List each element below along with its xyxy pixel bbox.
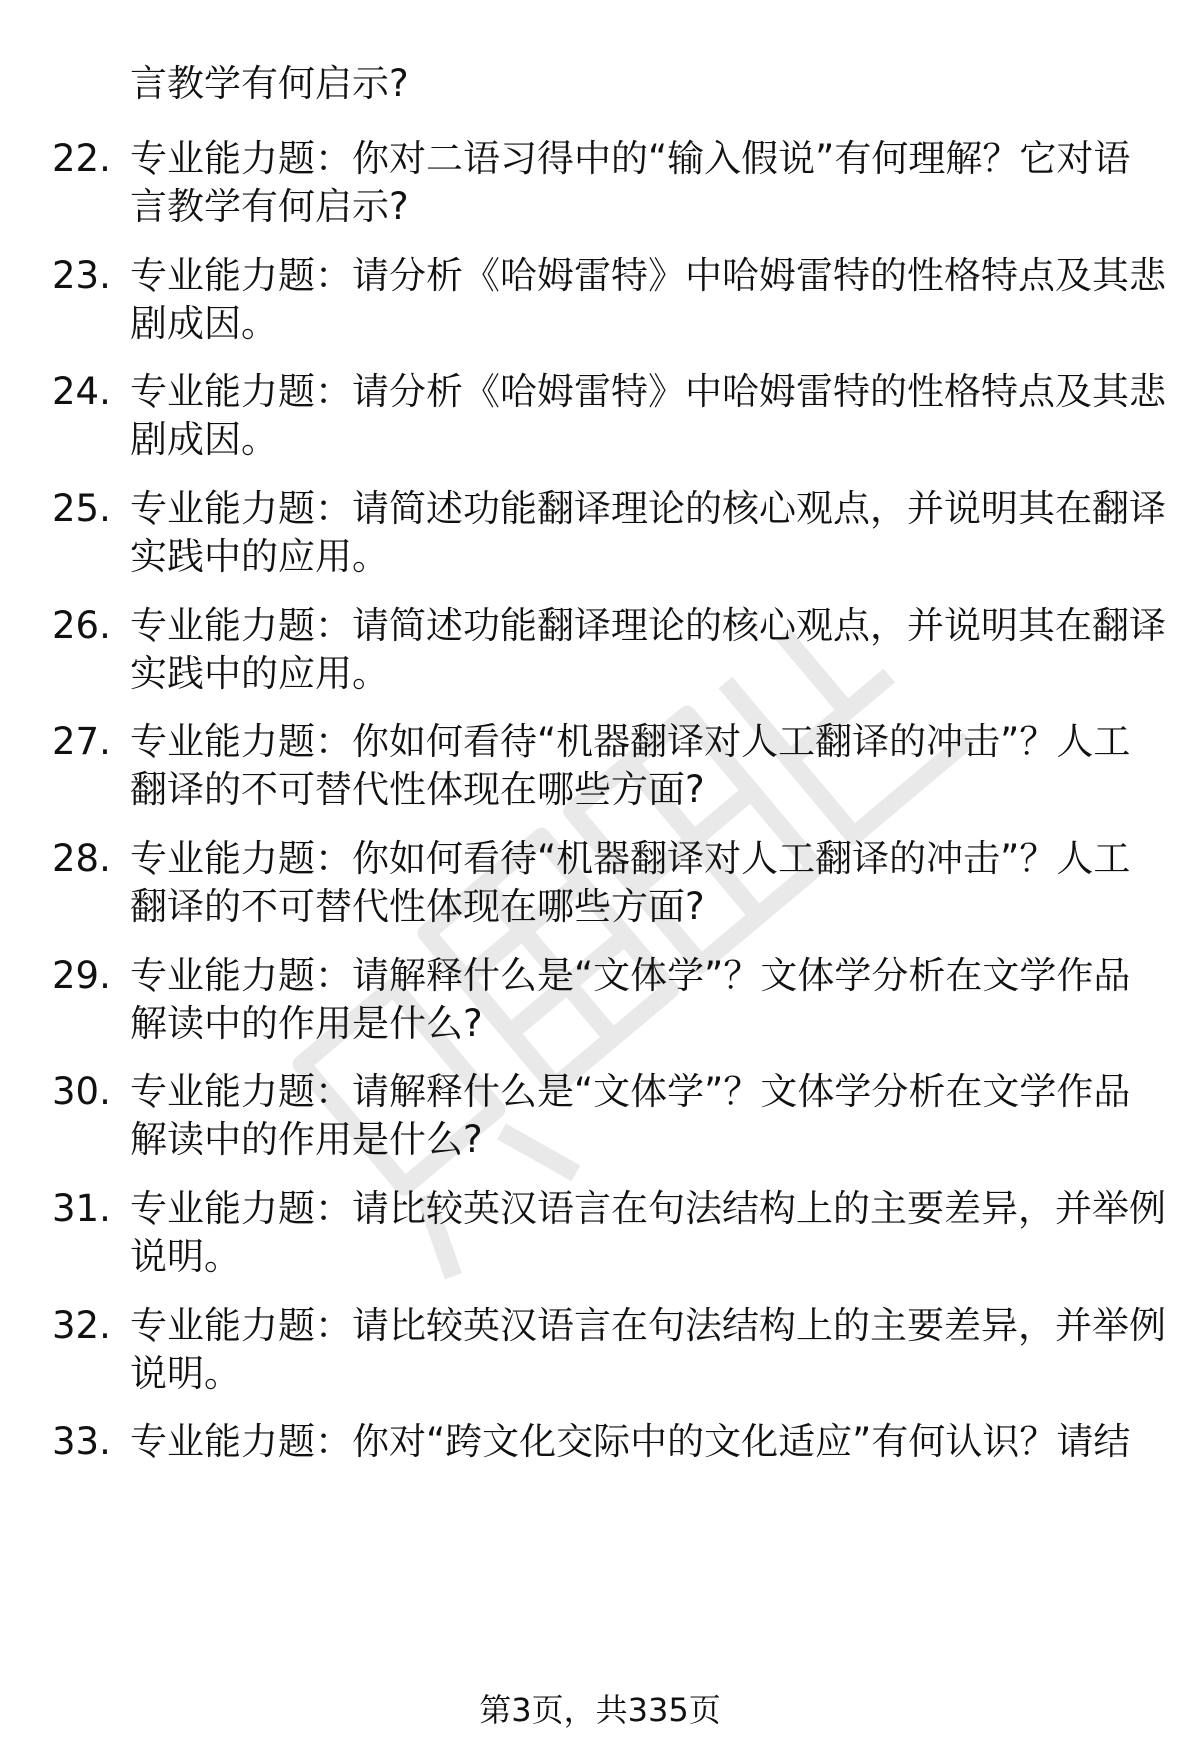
list-item [0, 602, 1200, 702]
item-number: 33. [52, 1420, 111, 1463]
item-text-line2: 实践中的应用。 [130, 652, 389, 695]
list-item [0, 1185, 1200, 1285]
item-text-line2: 解读中的作用是什么? [130, 1118, 483, 1161]
item-text-line1: 专业能力题：请解释什么是“文体学”？文体学分析在文学作品 [130, 1070, 1131, 1113]
item-number: 32. [52, 1304, 111, 1347]
item-number: 29. [52, 954, 111, 997]
item-number: 28. [52, 837, 111, 880]
item-number: 22. [52, 137, 111, 180]
item-text-line1: 专业能力题：你对二语习得中的“输入假说”有何理解？它对语 [130, 137, 1131, 180]
item-text-line1: 专业能力题：请简述功能翻译理论的核心观点，并说明其在翻译 [130, 604, 1166, 647]
item-text-line1: 专业能力题：请简述功能翻译理论的核心观点，并说明其在翻译 [130, 487, 1166, 530]
item-text-line2: 说明。 [130, 1352, 241, 1395]
list-item [0, 1302, 1200, 1402]
item-text-line2: 翻译的不可替代性体现在哪些方面? [130, 768, 705, 811]
item-text-line1: 专业能力题：你如何看待“机器翻译对人工翻译的冲击”？人工 [130, 837, 1131, 880]
item-number: 31. [52, 1187, 111, 1230]
list-item [0, 718, 1200, 818]
continuation-text: 言教学有何启示? [130, 62, 409, 105]
item-text-line2: 言教学有何启示? [130, 185, 409, 228]
list-item [0, 835, 1200, 935]
item-text-line2: 剧成因。 [130, 418, 278, 461]
list-item [0, 952, 1200, 1052]
item-text-line1: 专业能力题：你对“跨文化交际中的文化适应”有何认识？请结 [130, 1420, 1131, 1463]
list-item [0, 1418, 1200, 1518]
item-number: 30. [52, 1070, 111, 1113]
list-item [0, 368, 1200, 468]
item-text-line2: 翻译的不可替代性体现在哪些方面? [130, 885, 705, 928]
item-text-line1: 专业能力题：请比较英汉语言在句法结构上的主要差异，并举例 [130, 1187, 1166, 1230]
item-text-line2: 说明。 [130, 1235, 241, 1278]
item-number: 26. [52, 604, 111, 647]
item-text-line2: 解读中的作用是什么? [130, 1002, 483, 1045]
item-text-line1: 专业能力题：请比较英汉语言在句法结构上的主要差异，并举例 [130, 1304, 1166, 1347]
item-text-line2: 实践中的应用。 [130, 535, 389, 578]
item-text-line2: 剧成因。 [130, 302, 278, 345]
item-number: 24. [52, 370, 111, 413]
item-text-line1: 专业能力题：请分析《哈姆雷特》中哈姆雷特的性格特点及其悲 [130, 370, 1166, 413]
item-text-line1: 专业能力题：你如何看待“机器翻译对人工翻译的冲击”？人工 [130, 720, 1131, 763]
item-number: 25. [52, 487, 111, 530]
list-item [0, 1068, 1200, 1168]
item-number: 23. [52, 254, 111, 297]
item-text-line1: 专业能力题：请解释什么是“文体学”？文体学分析在文学作品 [130, 954, 1131, 997]
item-number: 27. [52, 720, 111, 763]
item-text-line1: 专业能力题：请分析《哈姆雷特》中哈姆雷特的性格特点及其悲 [130, 254, 1166, 297]
list-item [0, 135, 1200, 235]
list-item [0, 485, 1200, 585]
page-footer: 第3页，共335页 [479, 1691, 721, 1729]
list-item [0, 252, 1200, 352]
